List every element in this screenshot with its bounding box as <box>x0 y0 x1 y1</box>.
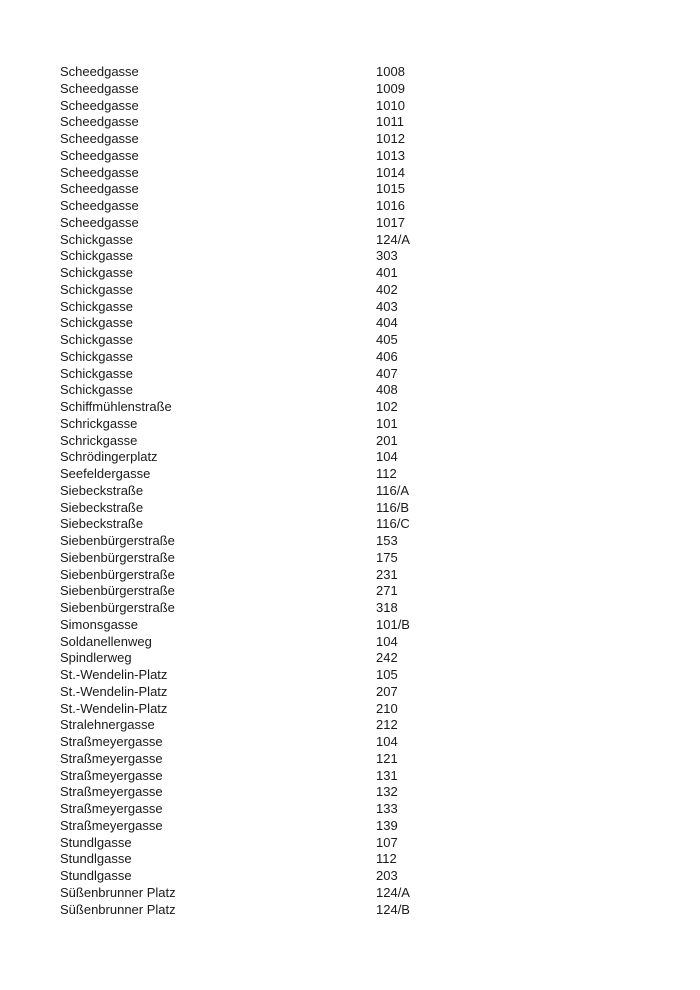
list-item <box>60 299 640 316</box>
street-name: Schickgasse <box>60 348 133 364</box>
list-item <box>60 717 640 734</box>
street-name: Spindlerweg <box>60 650 132 666</box>
list-item <box>60 734 640 751</box>
house-number: 1009 <box>376 80 405 96</box>
street-name: Schickgasse <box>60 332 133 347</box>
house-number: 1012 <box>376 131 405 146</box>
list-item <box>60 466 640 483</box>
house-number: 153 <box>376 533 398 548</box>
list-item <box>60 600 640 617</box>
list-item <box>60 416 640 433</box>
street-name: Scheedgasse <box>60 64 139 79</box>
list-item <box>60 483 640 500</box>
list-item <box>60 366 640 383</box>
list-item <box>60 248 640 265</box>
house-number: 203 <box>376 868 398 883</box>
list-item <box>60 382 640 399</box>
house-number: 201 <box>376 432 398 448</box>
street-name: Siebeckstraße <box>60 499 144 515</box>
street-name: Schickgasse <box>60 281 133 297</box>
house-number: 104 <box>376 449 398 465</box>
list-item <box>60 516 640 533</box>
house-number: 139 <box>376 817 398 833</box>
list-item <box>60 181 640 198</box>
street-name: Scheedgasse <box>60 198 139 213</box>
list-item <box>60 851 640 868</box>
list-item <box>60 567 640 584</box>
house-number: 104 <box>376 633 398 649</box>
list-item <box>60 433 640 450</box>
list-item <box>60 885 640 902</box>
list-item <box>60 550 640 567</box>
street-name: Scheedgasse <box>60 214 139 230</box>
street-name: St.-Wendelin-Platz <box>60 700 168 716</box>
house-number: 207 <box>376 683 398 699</box>
street-name: Schickgasse <box>60 382 133 398</box>
list-item <box>60 198 640 215</box>
street-name: Schickgasse <box>60 365 133 381</box>
street-name: Schickgasse <box>60 298 133 314</box>
house-number: 116/C <box>376 516 410 532</box>
list-item <box>60 232 640 249</box>
street-name: Schrödingerplatz <box>60 449 158 465</box>
house-number: 101/B <box>376 616 410 632</box>
street-name: Süßenbrunner Platz <box>60 901 176 917</box>
street-name: St.-Wendelin-Platz <box>60 667 168 682</box>
street-name: Straßmeyergasse <box>60 734 163 749</box>
house-number: 112 <box>376 466 397 481</box>
street-name: Stundlgasse <box>60 851 132 867</box>
house-number: 1017 <box>376 214 405 230</box>
list-item <box>60 818 640 835</box>
house-number: 102 <box>376 399 398 414</box>
house-number: 175 <box>376 549 398 565</box>
street-name: Stundlgasse <box>60 868 132 883</box>
house-number: 408 <box>376 382 398 398</box>
street-name: Siebeckstraße <box>60 482 144 498</box>
list-item <box>60 148 640 165</box>
house-number: 131 <box>376 767 398 783</box>
list-item <box>60 165 640 182</box>
list-item <box>60 114 640 131</box>
house-number: 1011 <box>376 114 404 130</box>
house-number: 1008 <box>376 64 405 79</box>
house-number: 124/A <box>376 231 410 247</box>
list-item <box>60 617 640 634</box>
list-item <box>60 701 640 718</box>
house-number: 107 <box>376 834 398 850</box>
street-name: Scheedgasse <box>60 97 139 113</box>
list-item <box>60 784 640 801</box>
list-item <box>60 835 640 852</box>
house-number: 406 <box>376 348 398 364</box>
house-number: 303 <box>376 248 398 264</box>
list-item <box>60 801 640 818</box>
list-item <box>60 751 640 768</box>
street-name: Scheedgasse <box>60 181 139 197</box>
house-number: 210 <box>376 700 398 716</box>
house-number: 318 <box>376 600 398 615</box>
house-number: 104 <box>376 734 398 749</box>
house-number: 1016 <box>376 198 405 213</box>
list-item <box>60 768 640 785</box>
house-number: 403 <box>376 298 398 314</box>
street-name: Seefeldergasse <box>60 466 151 481</box>
house-number: 402 <box>376 281 398 297</box>
house-number: 271 <box>376 583 398 599</box>
street-name: Siebenbürgerstraße <box>60 566 175 582</box>
house-number: 101 <box>376 415 398 431</box>
house-number: 1015 <box>376 181 405 197</box>
house-number: 407 <box>376 365 398 381</box>
house-number: 1014 <box>376 164 405 180</box>
house-number: 401 <box>376 265 398 280</box>
list-item <box>60 282 640 299</box>
list-item <box>60 583 640 600</box>
list-item <box>60 449 640 466</box>
list-item <box>60 684 640 701</box>
house-number: 116/B <box>376 499 410 515</box>
house-number: 133 <box>376 801 398 816</box>
list-item <box>60 533 640 550</box>
street-name: Soldanellenweg <box>60 633 152 649</box>
house-number: 105 <box>376 667 398 682</box>
street-name: Straßmeyergasse <box>60 750 163 766</box>
list-item <box>60 265 640 282</box>
list-item <box>60 131 640 148</box>
house-number: 124/B <box>376 901 410 917</box>
street-name: Stundlgasse <box>60 834 132 850</box>
street-name: Schrickgasse <box>60 432 138 448</box>
house-number: 1013 <box>376 147 405 163</box>
house-number: 405 <box>376 332 398 347</box>
list-item <box>60 332 640 349</box>
street-name: Scheedgasse <box>60 114 139 130</box>
house-number: 231 <box>376 566 398 582</box>
list-item <box>60 64 640 81</box>
list-item <box>60 902 640 919</box>
house-number: 212 <box>376 717 398 733</box>
list-item <box>60 315 640 332</box>
house-number: 116/A <box>376 482 410 498</box>
street-name: St.-Wendelin-Platz <box>60 683 168 699</box>
list-item <box>60 98 640 115</box>
street-name: Siebenbürgerstraße <box>60 549 175 565</box>
street-name: Straßmeyergasse <box>60 817 163 833</box>
street-name: Straßmeyergasse <box>60 801 163 816</box>
street-name: Schiffmühlenstraße <box>60 399 172 414</box>
street-name: Scheedgasse <box>60 80 139 96</box>
street-name: Scheedgasse <box>60 164 139 180</box>
list-item <box>60 868 640 885</box>
house-number: 242 <box>376 650 398 666</box>
street-name: Schickgasse <box>60 315 133 331</box>
house-number: 132 <box>376 784 398 800</box>
street-name: Scheedgasse <box>60 131 139 146</box>
house-number: 1010 <box>376 97 405 113</box>
street-name: Straßmeyergasse <box>60 784 163 800</box>
list-item <box>60 81 640 98</box>
list-item <box>60 500 640 517</box>
list-item <box>60 215 640 232</box>
street-name: Scheedgasse <box>60 147 139 163</box>
house-number: 112 <box>376 851 397 867</box>
street-name: Schrickgasse <box>60 415 138 431</box>
house-number: 404 <box>376 315 398 331</box>
street-name: Süßenbrunner Platz <box>60 884 176 900</box>
street-name: Straßmeyergasse <box>60 767 163 783</box>
street-name: Schickgasse <box>60 231 133 247</box>
street-name: Stralehnergasse <box>60 717 155 733</box>
list-item <box>60 650 640 667</box>
street-name: Siebenbürgerstraße <box>60 583 175 599</box>
house-number: 121 <box>376 750 398 766</box>
street-name: Schickgasse <box>60 265 133 280</box>
street-name: Schickgasse <box>60 248 133 264</box>
street-name: Siebeckstraße <box>60 516 144 532</box>
list-item <box>60 399 640 416</box>
street-name: Siebenbürgerstraße <box>60 533 175 548</box>
list-item <box>60 349 640 366</box>
street-name: Simonsgasse <box>60 616 139 632</box>
street-list <box>60 64 640 918</box>
list-item <box>60 667 640 684</box>
street-name: Siebenbürgerstraße <box>60 600 175 615</box>
list-item <box>60 634 640 651</box>
house-number: 124/A <box>376 884 410 900</box>
